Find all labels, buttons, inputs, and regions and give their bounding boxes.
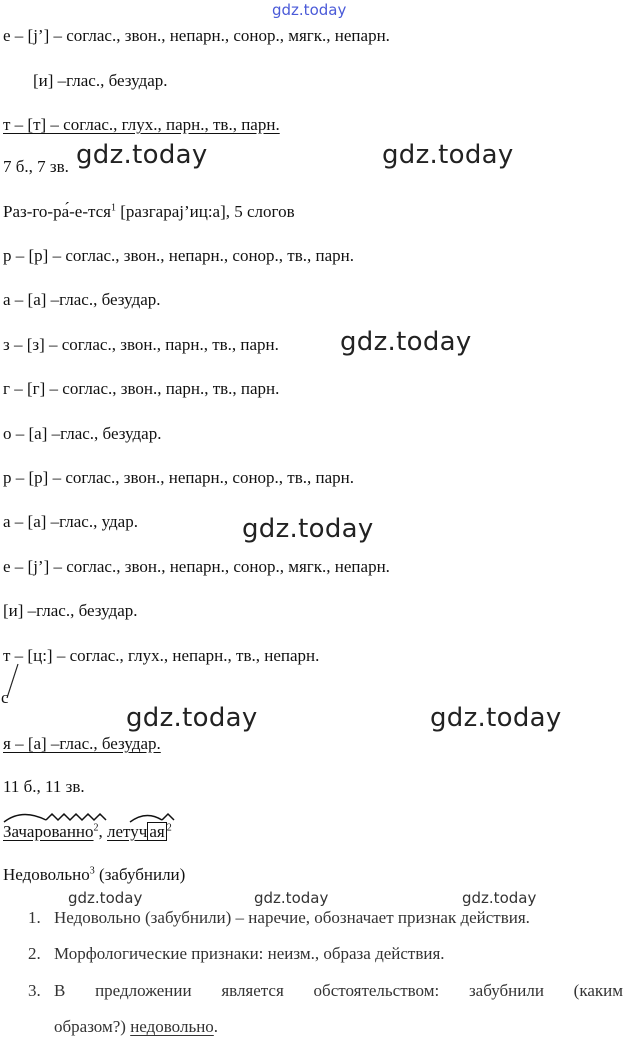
phonetic-line: т – [ц:] – соглас., глух., непарн., тв., непарн. (3, 646, 320, 665)
watermark-top: gdz.today (272, 1, 347, 19)
list-item (28, 981, 623, 1037)
watermark: gdz.today (68, 889, 143, 907)
phonetic-line: а – [а] –глас., удар. (3, 512, 138, 531)
footnote-mark: 3 (89, 865, 95, 877)
morpheme-line (3, 822, 172, 842)
watermark: gdz.today (254, 889, 329, 907)
list-number: 1. (28, 908, 41, 927)
list-number: 3. (28, 981, 41, 1000)
watermark: gdz.today (242, 514, 374, 544)
syllable-line (3, 202, 295, 222)
footnote-mark: 2 (93, 822, 99, 834)
watermark: gdz.today (430, 703, 562, 733)
phonetic-line: р – [р] – соглас., звон., непарн., сонор., тв., парн. (3, 468, 354, 487)
list-number: 2. (28, 944, 41, 963)
phonetic-line: [и] –глас., безудар. (33, 71, 168, 90)
heading-context: (забубнили) (94, 865, 186, 884)
footnote-mark: 2 (166, 822, 172, 834)
heading-word: Недовольно (3, 865, 90, 884)
list-text (54, 981, 623, 1037)
list-text-line-2 (54, 1017, 623, 1037)
watermark: gdz.today (462, 889, 537, 907)
phonetic-line: о – [а] –глас., безудар. (3, 424, 162, 443)
heading-line (3, 865, 185, 885)
syllable-word: Раз-го-ра́-е-тся (3, 202, 112, 221)
morpheme-word-1: Зачарованно (3, 822, 94, 841)
ending-box: ая (149, 822, 165, 841)
phonetic-line: а – [а] –глас., безудар. (3, 290, 161, 309)
phonetic-line: г – [г] – соглас., звон., парн., тв., парн. (3, 379, 280, 398)
phonetic-line: е – [j’] – соглас., звон., непарн., сонор., мягк., непарн. (3, 557, 390, 576)
count-line: 11 б., 11 зв. (3, 777, 85, 796)
phonetic-line: р – [р] – соглас., звон., непарн., сонор., тв., парн. (3, 246, 354, 265)
list-text: Морфологические признаки: неизм., образа действия. (54, 944, 445, 963)
list-text-fragment: образом?) (54, 1017, 131, 1036)
watermark: gdz.today (126, 703, 258, 733)
phonetic-line-underlined: я – [а] –глас., безудар. (3, 734, 161, 753)
phonetic-line: [и] –глас., безудар. (3, 601, 138, 620)
count-line: 7 б., 7 зв. (3, 157, 69, 176)
list-text: Недовольно (забубнили) – наречие, обозначает признак действия. (54, 908, 530, 927)
list-item (28, 944, 623, 964)
list-text-underlined: недовольно (130, 1017, 214, 1036)
list-text-line-1: В предложении является обстоятельством: забубнили (каким (54, 981, 623, 1000)
morpheme-word-2-stem: летуч (107, 822, 148, 841)
phonetic-line-underlined: т – [т] – соглас., глух., парн., тв., парн. (3, 115, 280, 134)
watermark: gdz.today (76, 140, 208, 170)
transcription: [разгарај’иц:а], 5 слогов (116, 202, 295, 221)
list-text-fragment: . (213, 1017, 219, 1036)
footnote-mark: 1 (111, 202, 117, 214)
phonetic-line: е – [j’] – соглас., звон., непарн., сонор., мягк., непарн. (3, 26, 390, 45)
separator: , (98, 822, 108, 841)
letter-s: с (1, 688, 9, 707)
list-item (28, 908, 623, 928)
phonetic-line: з – [з] – соглас., звон., парн., тв., парн. (3, 335, 279, 354)
watermark: gdz.today (340, 327, 472, 357)
watermark: gdz.today (382, 140, 514, 170)
